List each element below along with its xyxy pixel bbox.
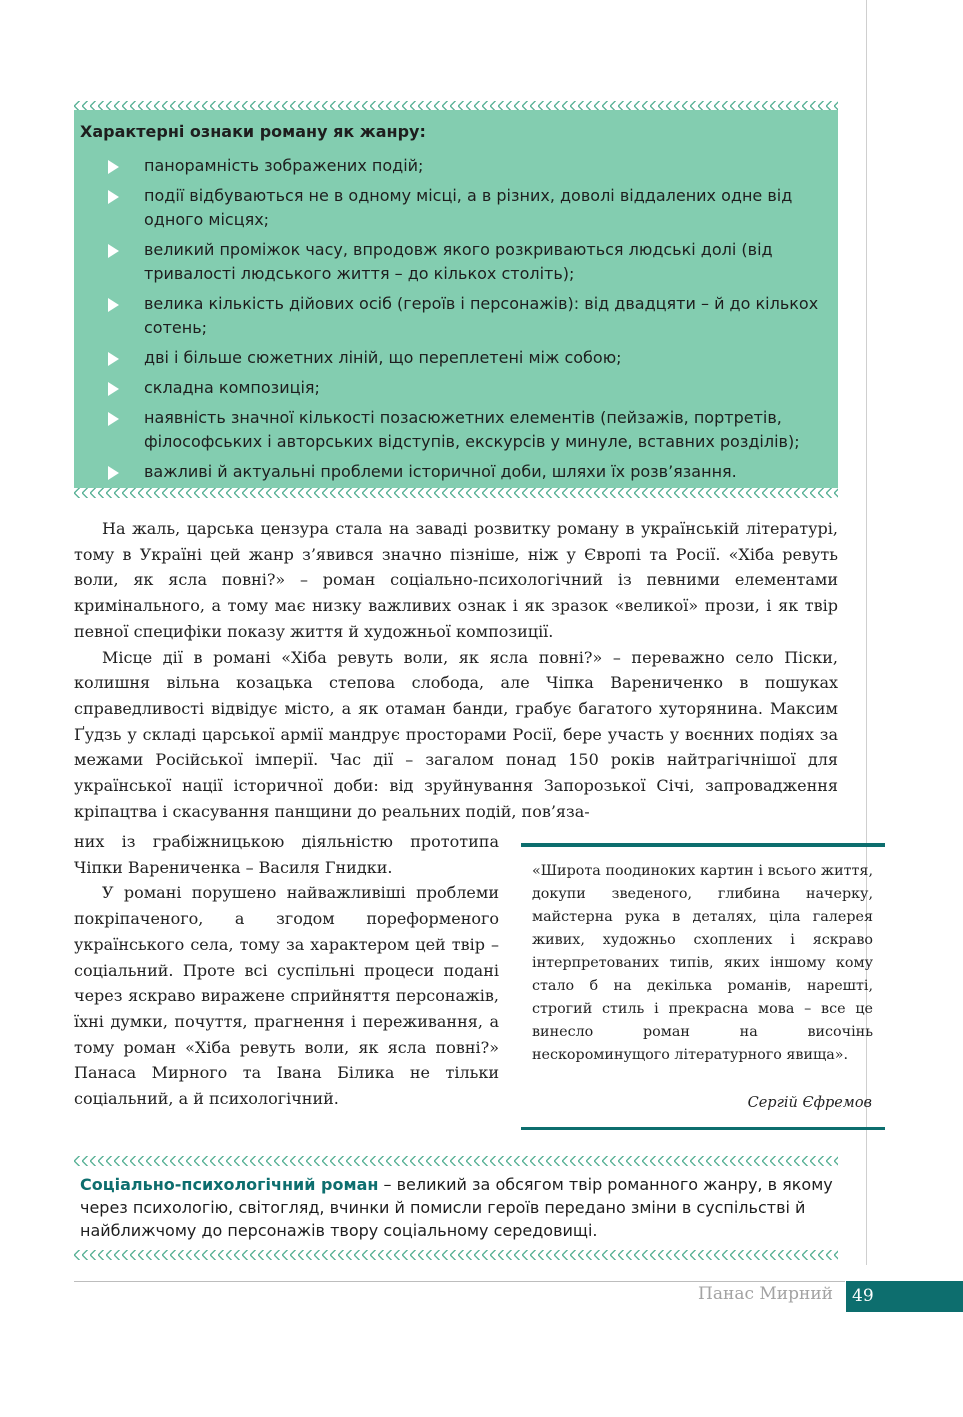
ornament-border-bottom [74,1250,838,1260]
list-item: важливі й актуальні проблеми історичної доби, шляхи їх розв’язання. [104,460,824,484]
triangle-bullet-icon [108,190,119,204]
page-number: 49 [852,1286,874,1306]
body-text-column [74,829,499,1112]
paragraph-setting: Місце дії в романі «Хіба ревуть воли, як ясла повні?» – переважно село Піски, колишня вільна козацька степова слобода, але Чіпка Варениченко в пошуках справедливості відвідує місто, а як отаман банди, грабує багатого хуторянина. Максим Ґудзь у складі царської армії мандрує просторами Росії, бере участь у воєнних подіях за межами Російської імперії. Час дії – загалом понад 150 років найтрагічнішої для української нації історичної доби: від зруйнування Запорозької Січі, запровадження кріпацтва і скасування панщини до реальних подій, пов’яза- [74,647,838,821]
footer-rule [74,1281,845,1282]
page-margin-line [866,0,867,1265]
list-item: великий проміжок часу, впродовж якого розкриваються людські долі (від тривалості людського життя – до кількох століть); [104,238,824,286]
definition-text: – великий за обсягом твір романного жанру, в якому через психологію, світогляд, вчинки й помисли героїв передано зміни в суспільстві й найближчому до персонажів твору соціальному середовищі. [80,1175,833,1240]
list-item: наявність значної кількості позасюжетних елементів (пейзажів, портретів, філософських і авторських відступів, екскурсів у минуле, вставних розділів); [104,406,824,454]
page-number-box [846,1281,963,1312]
quote-text: «Широта поодиноких картин і всього життя, докупи зведеного, глибина начерку, майстерна рука в деталях, ціла галерея живих, художньо схоплених і яскраво інтерпретованих типів, яких іншому кому стало б на декілька романів, нарешті, строгий стиль і прекрасна мова – все це винесло роман на височінь нескороминущого літературного явища». [532,863,873,1063]
list-item: події відбуваються не в одному місці, а в різних, доволі віддалених одне від одного місцях; [104,184,824,232]
triangle-bullet-icon [108,466,119,480]
footer-author: Панас Мирний [698,1284,833,1304]
paragraph-setting-continued: них із грабіжницькою діяльністю прототипа Чіпки Вареничeнка – Василя Гнидки. [74,832,499,877]
triangle-bullet-icon [108,382,119,396]
ornament-border-bottom [74,488,838,498]
quote-rule-top [521,843,885,847]
list-item: дві і більше сюжетних ліній, що переплетені між собою; [104,346,824,370]
triangle-bullet-icon [108,298,119,312]
definition-block [80,1173,836,1242]
quote-author: Сергій Єфремов [747,1095,872,1111]
features-list [104,154,824,490]
ornament-border-top [74,1156,838,1166]
list-item: складна композиція; [104,376,824,400]
triangle-bullet-icon [108,244,119,258]
definition-term: Соціально-психологічний роман [80,1175,379,1194]
list-item: панорамність зображених подій; [104,154,824,178]
triangle-bullet-icon [108,352,119,366]
triangle-bullet-icon [108,160,119,174]
list-item: велика кількість дійових осіб (героїв і персонажів): від двадцяти – й до кількох сотень; [104,292,824,340]
triangle-bullet-icon [108,412,119,426]
quote-rule-bottom [521,1127,885,1130]
paragraph-censorship: На жаль, царська цензура стала на заваді розвитку роману в українській літературі, тому в Україні цей жанр з’явився значно пізніше, ніж у Європі та Росії. «Хіба ревуть воли, як ясла повні?» – роман соціально-психологічний із певними елементами кримінального, а тому має низку важливих ознак і як зразок «великої» прози, і як твір певної специфіки показу життя й художньої композиції. [74,519,838,641]
features-title: Характерні ознаки роману як жанру: [80,122,426,141]
body-text-upper [74,516,838,824]
paragraph-social: У романі порушено найважливіші проблеми покріпаченого, а згодом пореформеного українського села, тому за характером цей твір – соціальний. Проте всі суспільні процеси подані через яскраво виражене сприйняття персонажів, їхні думки, почуття, прагнення і переживання, а тому роман «Хіба ревуть воли, як ясла повні?» Панаса Мирного та Івана Білика не тільки соціальний, а й психологічний. [74,883,499,1109]
